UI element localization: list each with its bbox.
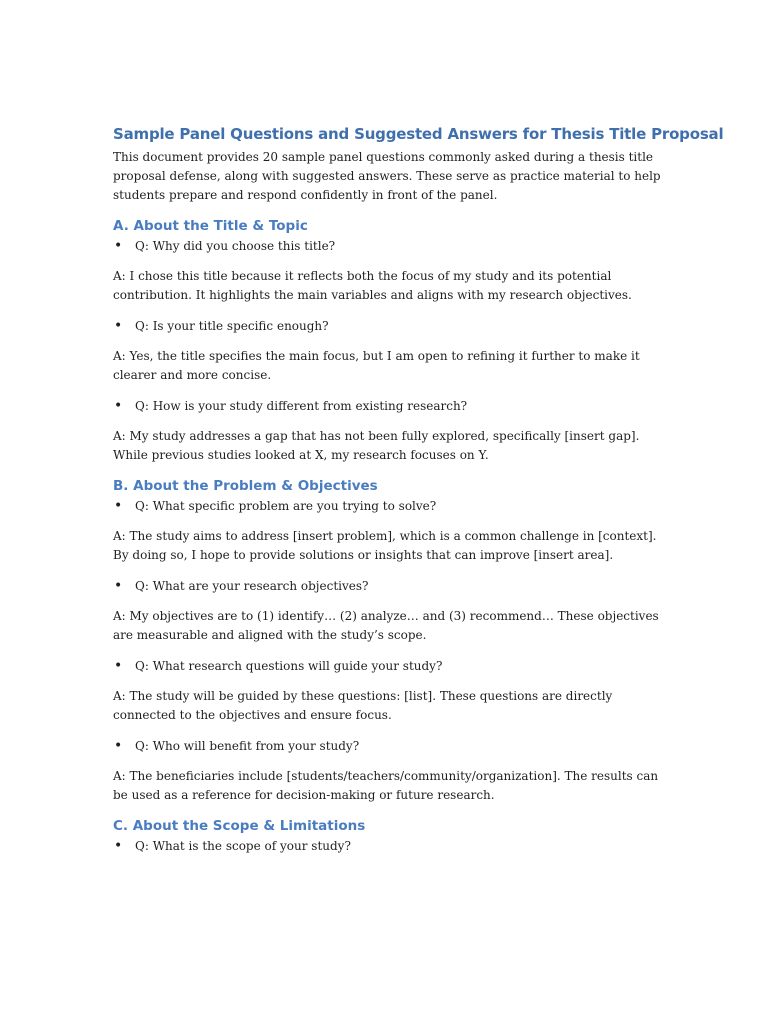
bullet-icon: • <box>114 658 123 674</box>
question-item <box>113 237 661 256</box>
document-page <box>113 124 724 867</box>
answer-text: A: I chose this title because it reflects both the focus of my study and its potential contribution. It highlights the main variables and aligns with my research objectives. <box>113 269 632 302</box>
bullet-icon: • <box>114 318 123 334</box>
question-text: Q: Who will benefit from your study? <box>135 739 360 753</box>
section-problem-objectives <box>113 477 661 805</box>
question-text: Q: What research questions will guide your study? <box>135 659 443 673</box>
question-item <box>113 497 661 516</box>
question-text: Q: Is your title specific enough? <box>135 319 329 333</box>
answer-text: A: My study addresses a gap that has not been fully explored, specifically [insert gap]. While previous studies looked at X, my research focuses on Y. <box>113 429 640 462</box>
question-item <box>113 837 661 856</box>
question-text: Q: How is your study different from existing research? <box>135 399 468 413</box>
answer-text: A: The beneficiaries include [students/teachers/community/organization]. The results can be used as a reference for decision-making or future research. <box>113 769 659 802</box>
bullet-icon: • <box>114 498 123 514</box>
bullet-icon: • <box>114 738 123 754</box>
intro-paragraph: This document provides 20 sample panel questions commonly asked during a thesis title proposal defense, along with suggested answers. These serve as practice material to help students prepare and respond confidently in front of the panel. <box>113 150 661 202</box>
answer-text: A: The study will be guided by these questions: [list]. These questions are directly connected to the objectives and ensure focus. <box>113 689 613 722</box>
question-text: Q: What is the scope of your study? <box>135 839 351 853</box>
question-item <box>113 397 661 416</box>
question-text: Q: What are your research objectives? <box>135 579 369 593</box>
answer-text: A: The study aims to address [insert problem], which is a common challenge in [context]. By doing so, I hope to provide solutions or insights that can improve [insert area]. <box>113 529 657 562</box>
bullet-icon: • <box>114 578 123 594</box>
question-item <box>113 737 661 756</box>
section-heading: C. About the Scope & Limitations <box>113 818 366 834</box>
question-item <box>113 577 661 596</box>
answer-text: A: Yes, the title specifies the main focus, but I am open to refining it further to make it clearer and more concise. <box>113 349 640 382</box>
section-heading: A. About the Title & Topic <box>113 218 308 234</box>
section-heading: B. About the Problem & Objectives <box>113 478 378 494</box>
question-item <box>113 657 661 676</box>
question-text: Q: Why did you choose this title? <box>135 239 336 253</box>
bullet-icon: • <box>114 398 123 414</box>
document-title: Sample Panel Questions and Suggested Answers for Thesis Title Proposal <box>113 125 724 143</box>
bullet-icon: • <box>114 238 123 254</box>
section-scope-limitations <box>113 817 661 856</box>
answer-text: A: My objectives are to (1) identify… (2) analyze… and (3) recommend… These objectives are measurable and aligned with the study’s scope. <box>113 609 659 642</box>
question-item <box>113 317 661 336</box>
section-title-topic <box>113 217 661 465</box>
bullet-icon: • <box>114 838 123 854</box>
question-text: Q: What specific problem are you trying to solve? <box>135 499 437 513</box>
